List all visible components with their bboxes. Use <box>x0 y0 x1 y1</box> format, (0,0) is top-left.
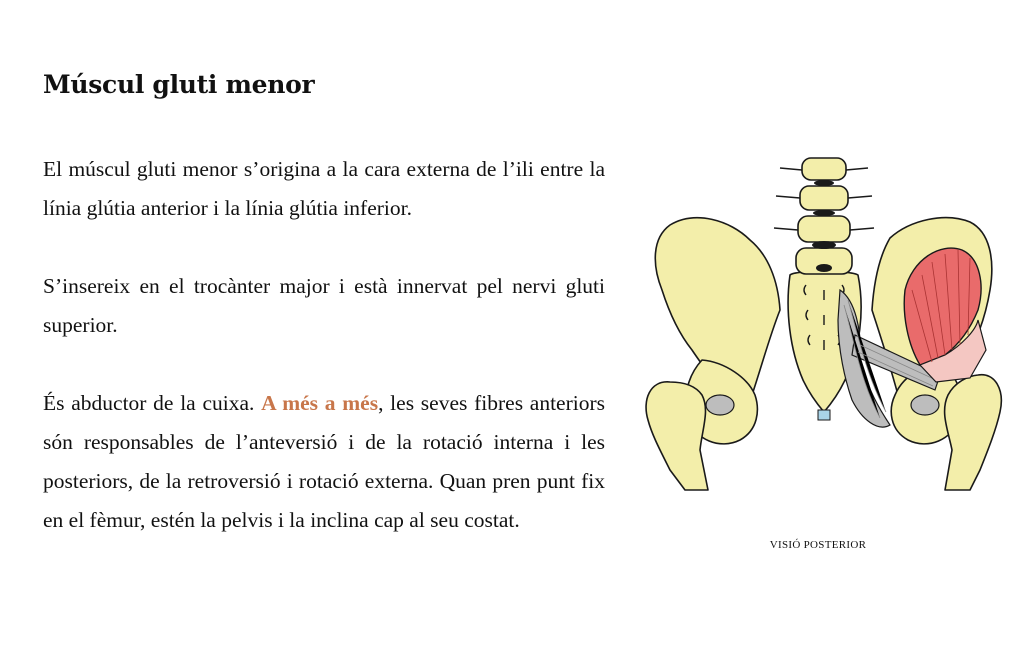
vertebra-1 <box>802 158 846 180</box>
vertebra-3 <box>798 216 850 242</box>
more-info-link[interactable]: A més a més <box>261 391 379 415</box>
paragraph-function-start: És abductor de la cuixa. <box>43 391 262 415</box>
paragraph-origin: El múscul gluti menor s’origina a la cara externa de l’ili entre la línia glútia anterior i la línia glútia inferior. <box>43 157 605 220</box>
paragraph-function <box>43 384 605 540</box>
pelvis-illustration <box>640 150 1010 500</box>
page-title: Múscul gluti menor <box>43 70 315 99</box>
paragraph-insertion: S’insereix en el trocànter major i està innervat pel nervi gluti superior. <box>43 274 605 337</box>
left-femur <box>646 382 708 490</box>
vertebra-2 <box>800 186 848 210</box>
figure-caption: VISIÓ POSTERIOR <box>769 539 867 551</box>
article-body <box>43 150 605 579</box>
right-femur <box>945 375 1002 490</box>
paragraph-function-end: , les seves fibres anteriors són responsables de l’anteversió i de la rotació interna i les posteriors, de la retroversió i rotació externa. Quan pren punt fix en el fèmur, estén la pelvis i la inclina cap al seu costat. <box>43 391 606 532</box>
